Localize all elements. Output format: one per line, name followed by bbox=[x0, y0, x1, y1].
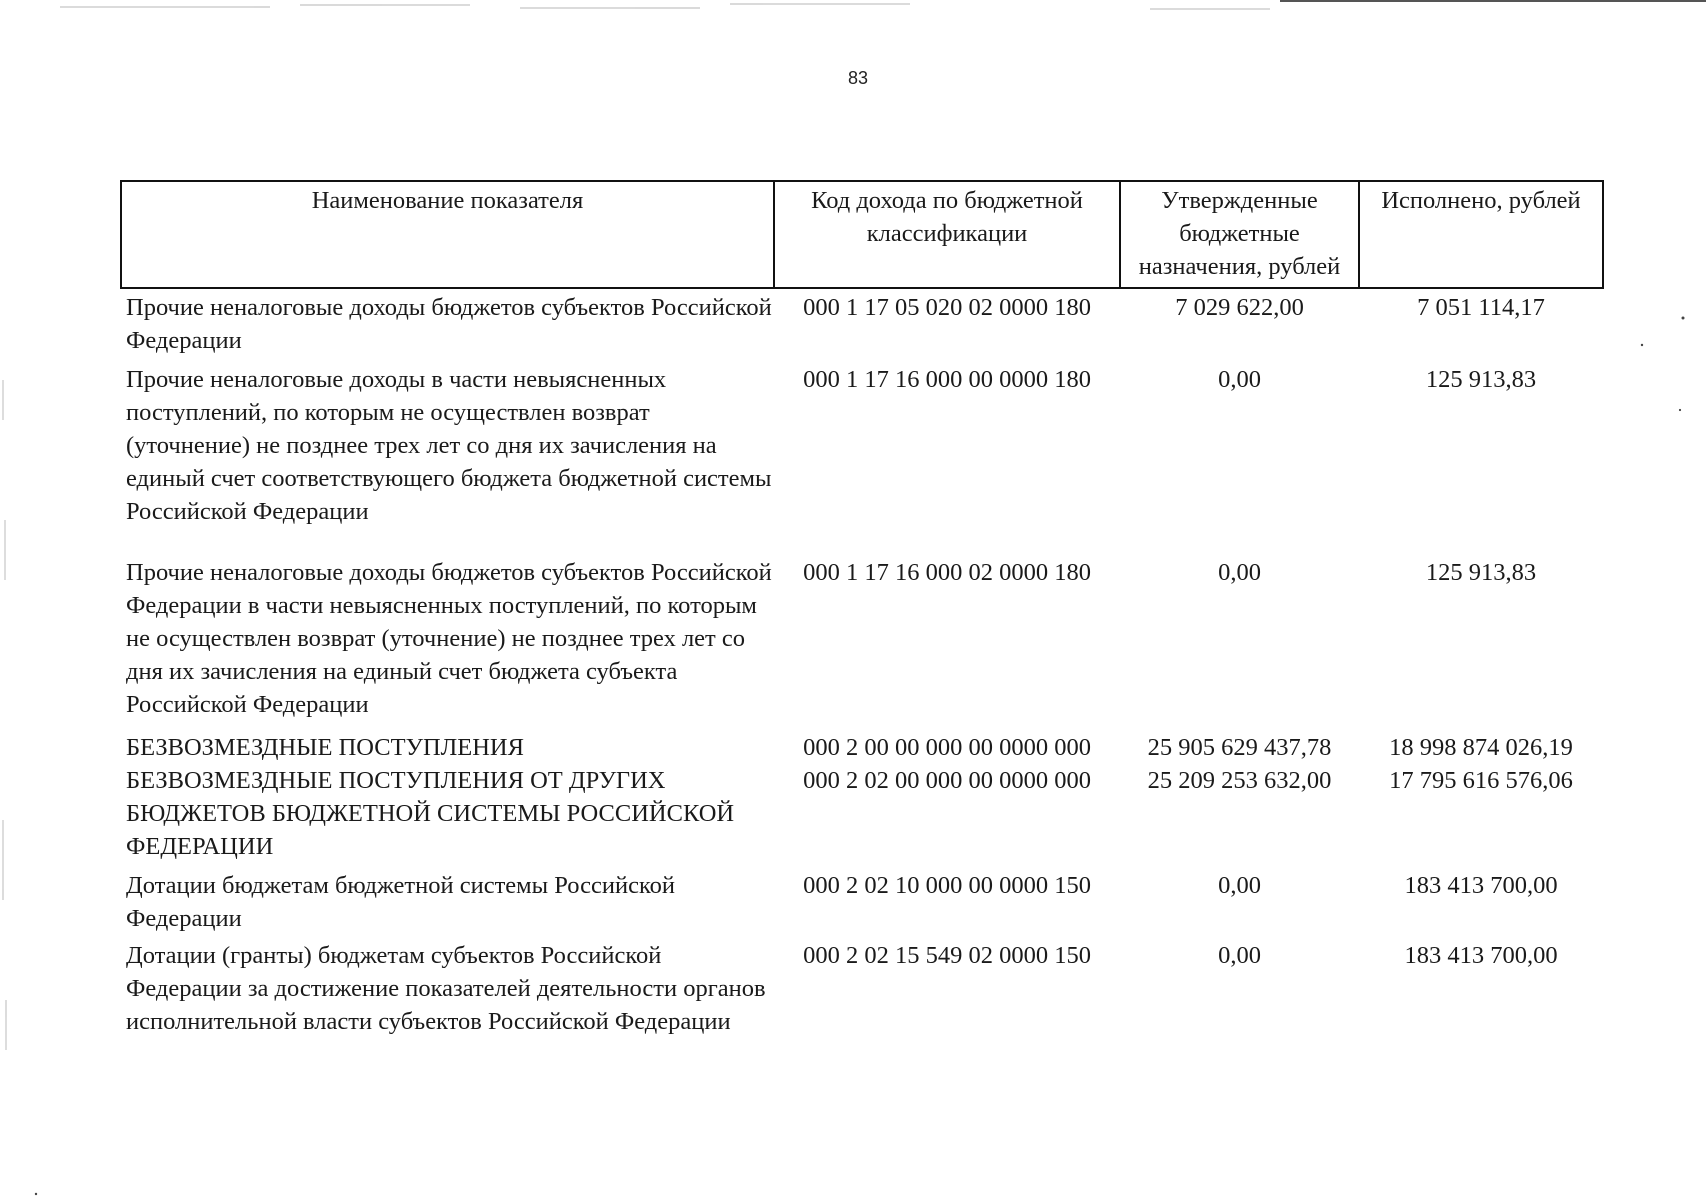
approved-amount-cell: 0,00 bbox=[1218, 366, 1261, 393]
header-approved-budget: Утвержденные бюджетные назначения, рублей bbox=[1120, 181, 1359, 288]
approved-amount-cell: 0,00 bbox=[1218, 559, 1261, 586]
table-header bbox=[121, 181, 1603, 288]
table-body bbox=[121, 288, 1603, 1038]
indicator-name-cell: Прочие неналоговые доходы бюджетов субъектов Российской Федерации в части невыясненных поступлений, по которым не осуществлен возврат (уточнение) не позднее трех лет со дня их зачисления на единый счет бюджета субъекта Российской Федерации bbox=[126, 559, 772, 718]
income-code-cell: 000 2 02 10 000 00 0000 150 bbox=[803, 872, 1091, 899]
header-indicator-name: Наименование показателя bbox=[121, 181, 774, 288]
executed-amount-cell: 183 413 700,00 bbox=[1404, 872, 1558, 899]
table-row bbox=[121, 359, 1603, 552]
indicator-name-cell: Прочие неналоговые доходы в части невыясненных поступлений, по которым не осуществлен возврат (уточнение) не позднее трех лет со дня их зачисления на единый счет соответствующего бюджета бюджетной системы Российской Федерации bbox=[126, 366, 772, 525]
executed-amount-cell: 17 795 616 576,06 bbox=[1389, 767, 1573, 794]
table-row bbox=[121, 865, 1603, 935]
indicator-name-cell: БЕЗВОЗМЕЗДНЫЕ ПОСТУПЛЕНИЯ ОТ ДРУГИХ БЮДЖЕТОВ БЮДЖЕТНОЙ СИСТЕМЫ РОССИЙСКОЙ ФЕДЕРАЦИИ bbox=[126, 767, 735, 860]
table-row bbox=[121, 935, 1603, 1038]
indicator-name-cell: БЕЗВОЗМЕЗДНЫЕ ПОСТУПЛЕНИЯ bbox=[126, 734, 524, 761]
indicator-name-cell: Дотации бюджетам бюджетной системы Российской Федерации bbox=[126, 872, 676, 932]
table-row bbox=[121, 552, 1603, 727]
executed-amount-cell: 183 413 700,00 bbox=[1404, 942, 1558, 969]
indicator-name-cell: Дотации (гранты) бюджетам субъектов Российской Федерации за достижение показателей деятельности органов исполнительной власти субъектов Российской Федерации bbox=[126, 942, 766, 1035]
income-code-cell: 000 1 17 16 000 02 0000 180 bbox=[803, 559, 1091, 586]
executed-amount-cell: 7 051 114,17 bbox=[1417, 294, 1545, 321]
budget-income-table bbox=[120, 180, 1604, 1038]
executed-amount-cell: 18 998 874 026,19 bbox=[1389, 734, 1573, 761]
income-code-cell: 000 1 17 05 020 02 0000 180 bbox=[803, 294, 1091, 321]
approved-amount-cell: 0,00 bbox=[1218, 872, 1261, 899]
income-code-cell: 000 2 02 00 000 00 0000 000 bbox=[803, 767, 1091, 794]
table-row bbox=[121, 288, 1603, 359]
indicator-name-cell: Прочие неналоговые доходы бюджетов субъектов Российской Федерации bbox=[126, 294, 772, 354]
approved-amount-cell: 0,00 bbox=[1218, 942, 1261, 969]
executed-amount-cell: 125 913,83 bbox=[1425, 559, 1537, 586]
table-row bbox=[121, 764, 1603, 865]
executed-amount-cell: 125 913,83 bbox=[1425, 366, 1537, 393]
approved-amount-cell: 25 905 629 437,78 bbox=[1147, 734, 1332, 761]
approved-amount-cell: 25 209 253 632,00 bbox=[1147, 767, 1332, 794]
income-code-cell: 000 2 00 00 000 00 0000 000 bbox=[803, 734, 1091, 761]
table-row bbox=[121, 727, 1603, 764]
income-code-cell: 000 1 17 16 000 00 0000 180 bbox=[803, 366, 1091, 393]
header-income-code: Код дохода по бюджетной классификации bbox=[774, 181, 1120, 288]
page-number: 83 bbox=[847, 68, 869, 88]
income-code-cell: 000 2 02 15 549 02 0000 150 bbox=[803, 942, 1091, 969]
approved-amount-cell: 7 029 622,00 bbox=[1175, 294, 1304, 321]
header-row bbox=[121, 181, 1603, 288]
header-executed: Исполнено, рублей bbox=[1359, 181, 1603, 288]
